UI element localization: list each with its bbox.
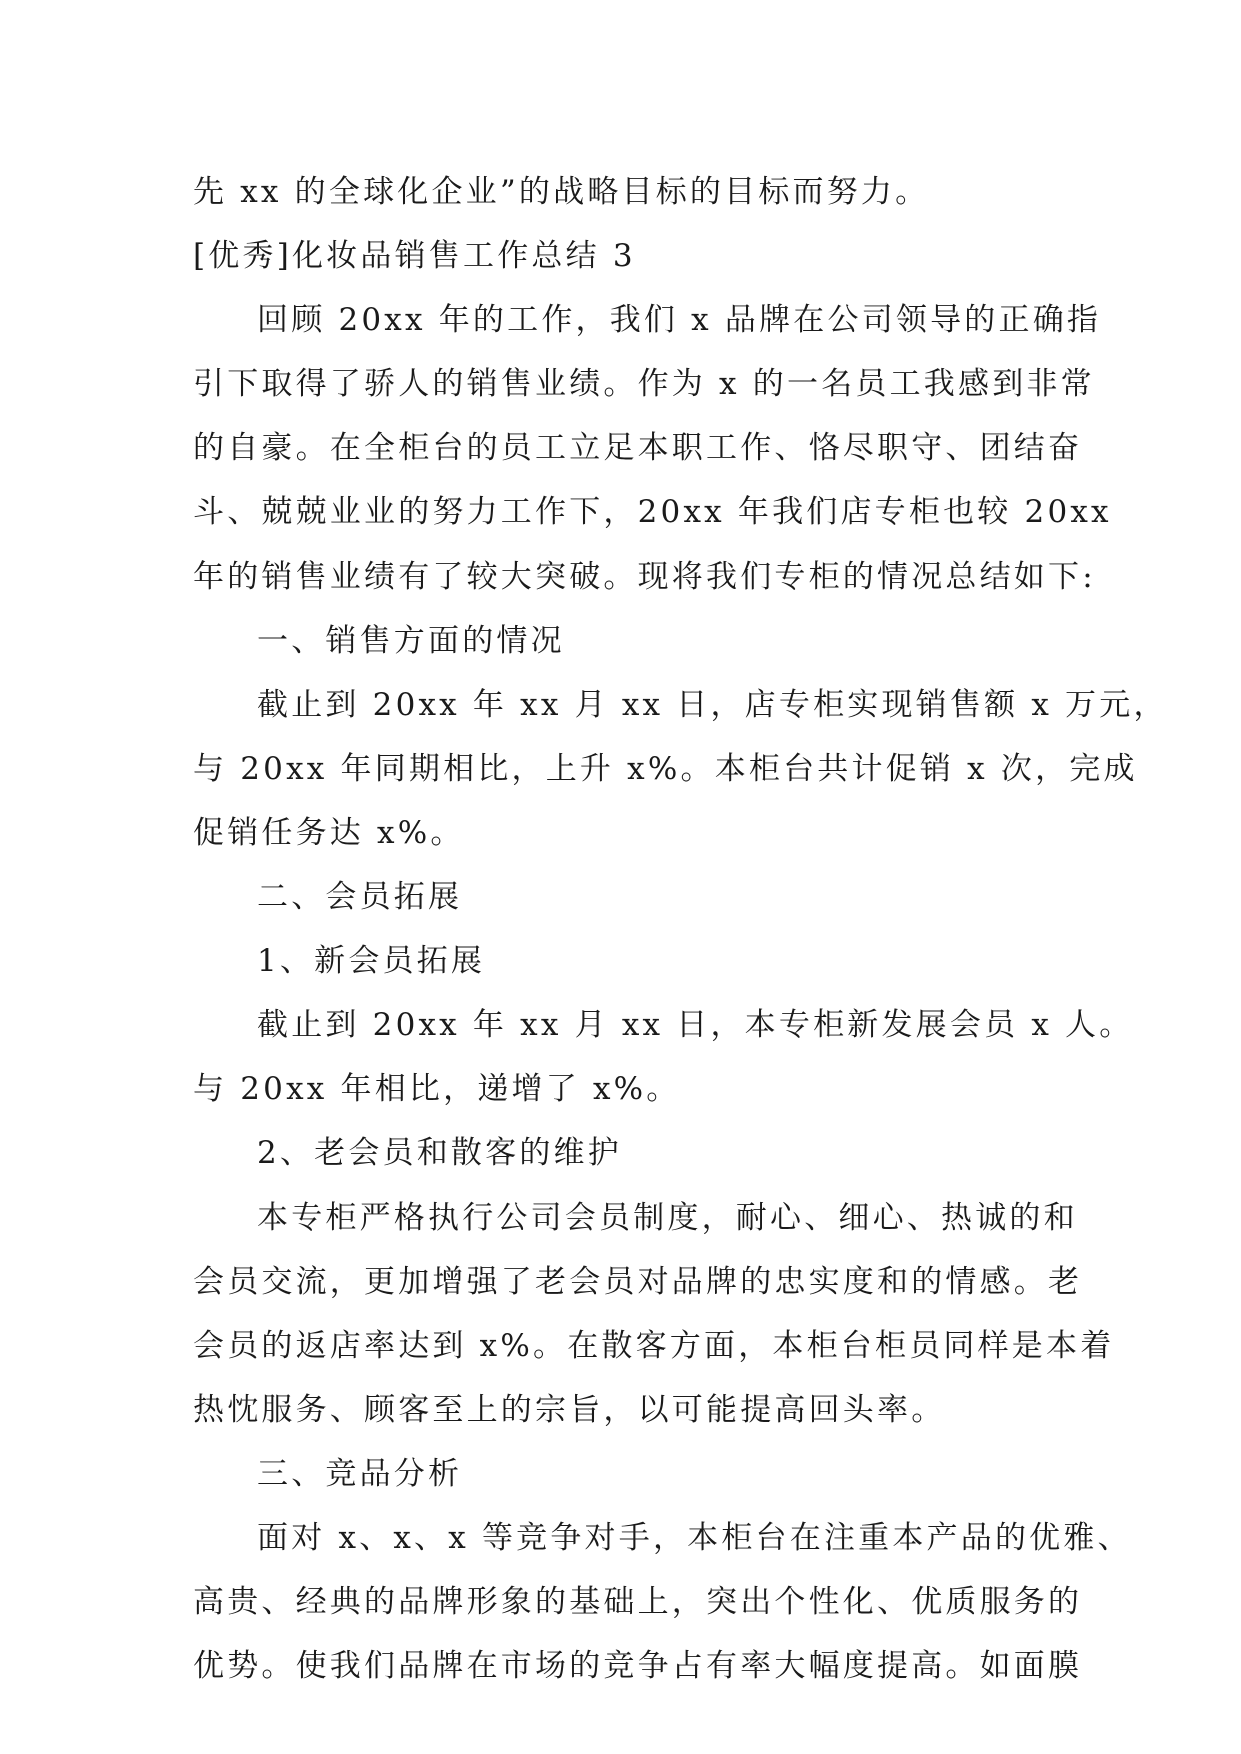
paragraph-line: 热忱服务、顾客至上的宗旨，以可能提高回头率。 [193, 1391, 946, 1428]
subsection-heading: 1、新会员拓展 [257, 943, 486, 980]
paragraph-line: 与 20xx 年同期相比，上升 x%。本柜台共计促销 x 次，完成 [193, 750, 1138, 787]
paragraph-line: 截止到 20xx 年 xx 月 xx 日，店专柜实现销售额 x 万元， [257, 686, 1168, 723]
subsection-heading: 2、老会员和散客的维护 [257, 1135, 622, 1172]
paragraph-line: 的自豪。在全柜台的员工立足本职工作、恪尽职守、团结奋 [193, 430, 1083, 467]
paragraph-line: 与 20xx 年相比，递增了 x%。 [193, 1071, 681, 1108]
paragraph-line: 引下取得了骄人的销售业绩。作为 x 的一名员工我感到非常 [193, 366, 1095, 403]
paragraph-line: 面对 x、x、x 等竞争对手，本柜台在注重本产品的优雅、 [257, 1519, 1132, 1556]
paragraph-line: 优势。使我们品牌在市场的竞争占有率大幅度提高。如面膜 [193, 1648, 1083, 1685]
section-heading: 三、竞品分析 [257, 1455, 463, 1492]
paragraph-line: 截止到 20xx 年 xx 月 xx 日，本专柜新发展会员 x 人。 [257, 1007, 1134, 1044]
paragraph-line: 年的销售业绩有了较大突破。现将我们专柜的情况总结如下: [193, 558, 1096, 595]
paragraph-line: 回顾 20xx 年的工作，我们 x 品牌在公司领导的正确指 [257, 302, 1102, 339]
document-body [193, 160, 1168, 1698]
paragraph-line: 高贵、经典的品牌形象的基础上，突出个性化、优质服务的 [193, 1584, 1083, 1621]
section-heading: 一、销售方面的情况 [257, 622, 565, 659]
paragraph-line: 会员的返店率达到 x%。在散客方面，本柜台柜员同样是本着 [193, 1327, 1115, 1364]
section-title: [优秀]化妆品销售工作总结 3 [193, 238, 636, 275]
section-heading: 二、会员拓展 [257, 879, 463, 916]
paragraph-line: 会员交流，更加增强了老会员对品牌的忠实度和的情感。老 [193, 1263, 1083, 1300]
paragraph-line: 本专柜严格执行公司会员制度，耐心、细心、热诚的和 [257, 1199, 1078, 1236]
paragraph-line: 促销任务达 x%。 [193, 814, 465, 851]
paragraph-line: 先 xx 的全球化企业”的战略目标的目标而努力。 [193, 174, 930, 210]
paragraph-line: 斗、兢兢业业的努力工作下，20xx 年我们店专柜也较 20xx [193, 494, 1112, 531]
